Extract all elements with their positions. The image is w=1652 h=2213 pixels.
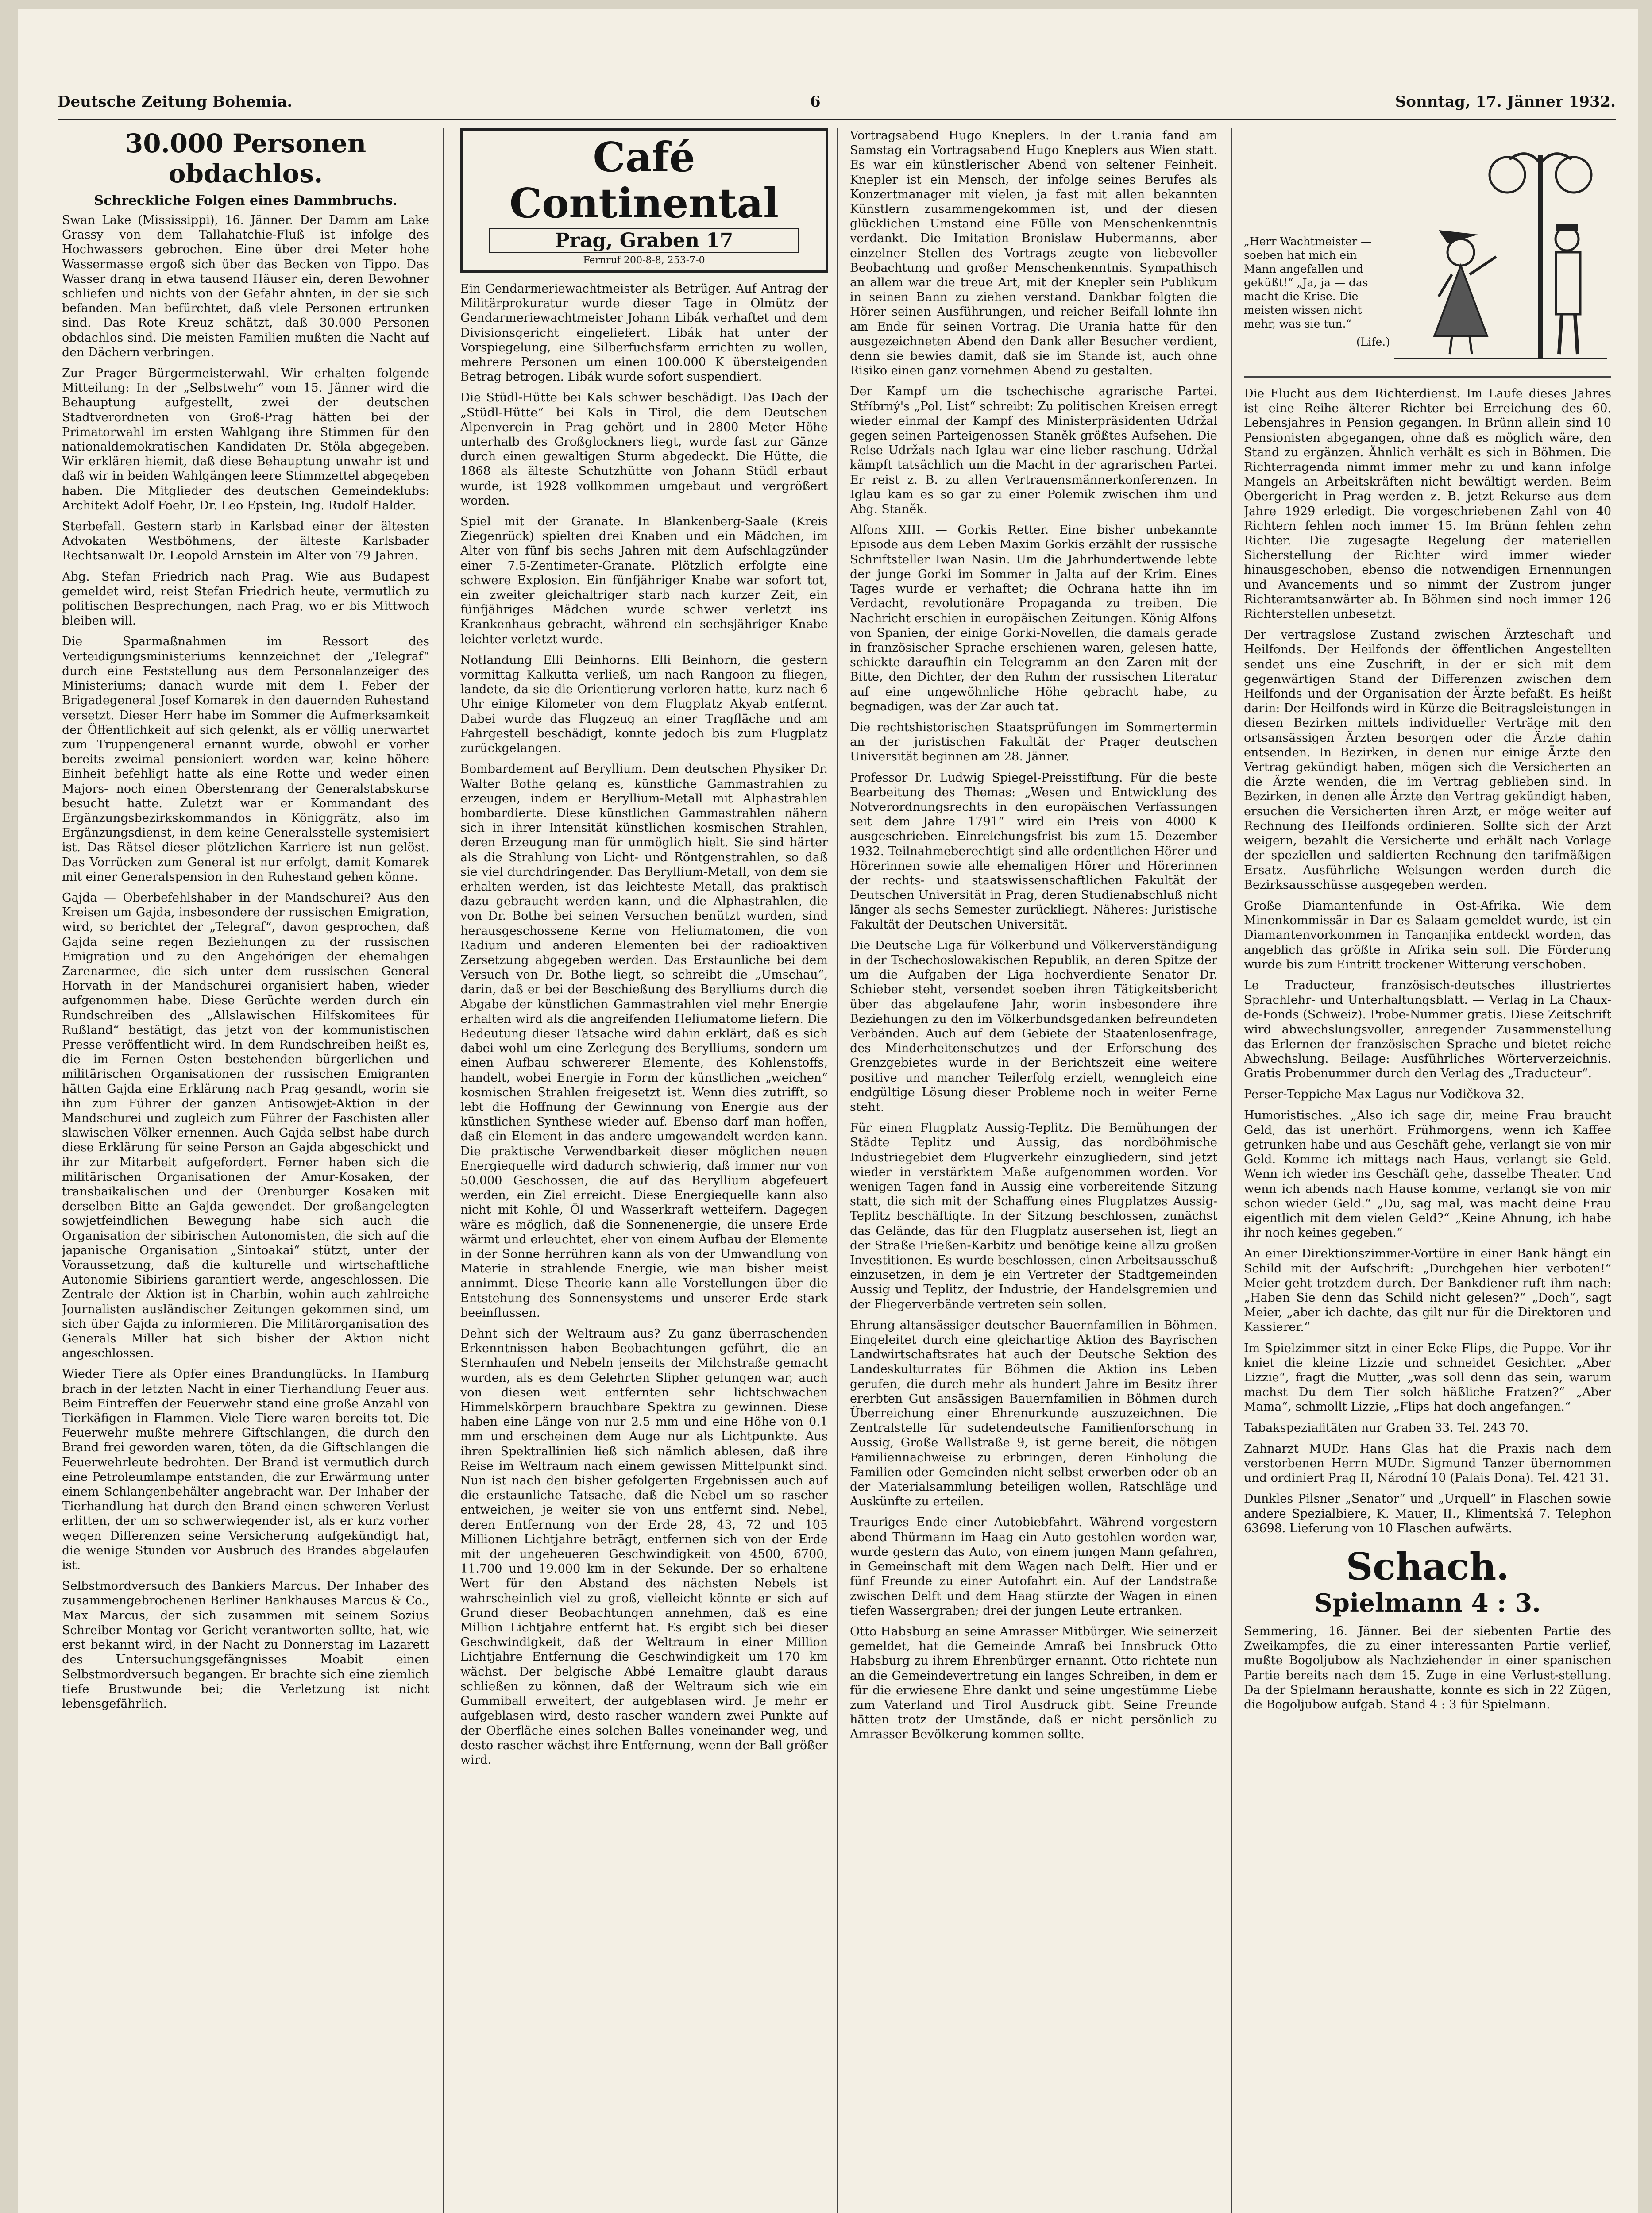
newspaper-name: Deutsche Zeitung Bohemia.	[58, 93, 293, 111]
advertisement: Perser-Teppiche Max Lagus nur Vodičkova 32.	[1244, 1087, 1525, 1102]
ad-title: Café Continental	[509, 133, 779, 227]
newspaper-page	[18, 9, 1638, 2213]
article: Die Flucht aus dem Richterdienst. Im Laufe dieses Jahres ist eine Reihe älterer Richter bei Erreichung des 60. Lebensjahres in Pension gegangen. In Brünn allein sind 10 Pensionisten abgegangen, ohne daß es möglich wäre, den Stand zu ergänzen. Ähnlich verhält es sich in Böhmen. Die Richterragenda nimmt immer mehr zu und kann infolge Mangels an Arbeitskräften nicht bewältigt werden. Beim Obergericht in Prag werden z. B. jetzt Rekurse aus dem Jahre 1929 erledigt. Die vorgeschriebenen Zahl von 40 Richtern fehlen noch immer 15. Im Brünn fehlen zehn Richter. Die zugesagte Regelung der materiellen Sicherstellung der Richter wird immer wieder hinausgeschoben, ebenso die notwendigen Ernennungen und Avancements und so nimmt der Zustrom junger Richteramtsanwärter ab. In Böhmen sind noch immer 126 Richterstellen unbesetzt.	[1244, 387, 1611, 621]
column-divider	[443, 128, 444, 2213]
article: Ein Gendarmeriewachtmeister als Betrüger. Auf Antrag der Militärprokuratur wurde dieser Tage in Olmütz der Gendarmeriewachtmeister Johann Libák verhaftet und dem Divisionsgericht eingeliefert. Libák hat unter der Vorspiegelung, eine Silberfuchsfarm errichten zu wollen, mehrere Personen um einen 100.000 K übersteigenden Betrag betrogen. Libák wurde sofort suspendiert.	[460, 282, 828, 384]
chess-report: Semmering, 16. Jänner. Bei der siebenten Partie des Zweikampfes, die zu einer interessanten Partie verlief, mußte Bogoljubow als Nachziehender in einer spanischen Partie bereits nach dem 15. Zuge in eine Verlust-stellung. Da der Spielmann heraushatte, konnte es sich in 22 Zügen, die Bogoljubow aufgab. Stand 4 : 3 für Spielmann.	[1244, 1624, 1611, 1712]
article: Abg. Stefan Friedrich nach Prag. Wie aus Budapest gemeldet wird, reist Stefan Friedrich heute, vermutlich zu politischen Besprechungen, nach Prag, wo er bis Mittwoch bleiben will.	[62, 570, 429, 628]
advertisement: Dunkles Pilsner „Senator“ und „Urquell“ in Flaschen sowie andere Spezialbiere, K. Mauer, II., Klimentská 7. Telephon 63698. Lieferung von 10 Flaschen aufwärts.	[1244, 1492, 1611, 1535]
article: Sterbefall. Gestern starb in Karlsbad einer der ältesten Advokaten Westböhmens, der älteste Karlsbader Rechtsanwalt Dr. Leopold Arnstein im Alter von 79 Jahren.	[62, 520, 429, 563]
column-1	[62, 128, 429, 2213]
article: Selbstmordversuch des Bankiers Marcus. Der Inhaber des zusammengebrochenen Berliner Bankhauses Marcus & Co., Max Marcus, der sich zusammen mit seinem Sozius Schreiber Montag vor Gericht verantworten sollte, hat, wie erst bekannt wird, in der Nacht zu Donnerstag im Lazarett des Untersuchungsgefängnisses Moabit einen Selbstmordversuch begangen. Er brachte sich eine ziemlich tiefe Brustwunde bei; die Verletzung ist nicht lebensgefährlich.	[62, 1579, 429, 1711]
article: Der Kampf um die tschechische agrarische Partei. Stříbrný's „Pol. List“ schreibt: Zu politischen Kreisen erregt wieder einmal der Kampf des Ministerpräsidenten Udržal gegen seinen Parteigenossen Staněk größtes Aufsehen. Die Reise Udržals nach Iglau war eine lieber raschung. Udržal kämpft tatsächlich um die Macht in der agrarischen Partei. Er reist z. B. zu allen Vertrauensmännerkonferenzen. In Iglau kam es so gar zu einer Polemik zwischen ihm und Abg. Staněk.	[850, 385, 1217, 517]
column-divider	[1231, 128, 1232, 2213]
article: Vortragsabend Hugo Kneplers. In der Urania fand am Samstag ein Vortragsabend Hugo Kneplers aus Wien statt. Es war ein künstlerischer Abend von seltener Feinheit. Knepler ist ein Mensch, der infolge seines Berufes als Konzertmanager mit vielen, ja fast mit allen bekannten Künstlern zusammengekommen ist, und der diesen glücklichen Umstand eine Fülle von Menschenkenntnis verdankt. Die Imitation Bronislaw Hubermanns, aber einzelner Stellen des Vortrags zeugte von liebevoller Beobachtung und großer Menschenkenntnis. Sympathisch an allem war die treue Art, mit der Knepler sein Publikum in seinen Bann zu ziehen verstand. Dankbar folgten die Hörer seinen Ausführungen, und reicher Beifall lohnte ihn am Ende für seinen Vortrag. Die Urania hatte für den ausgezeichneten Abend den Dank aller Besucher verdient, denn sie bewies damit, daß sie im Stande ist, auch ohne Risiko einen ganz vornehmen Abend zu gestalten.	[850, 129, 1217, 378]
article: Spiel mit der Granate. In Blankenberg-Saale (Kreis Ziegenrück) spielten drei Knaben und ein Mädchen, im Alter von fünf bis sechs Jahren mit dem Aufschlagzünder einer 7.5-Zentimeter-Granate. Plötzlich erfolgte eine schwere Explosion. Ein fünfjähriger Knabe war sofort tot, ein zweiter gleichaltriger starb nach kurzer Zeit, ein fünfjähriges Mädchen wurde schwer verletzt ins Krankenhaus gebracht, während ein sechsjähriger Knabe leichter verletzt wurde.	[460, 515, 828, 646]
article: Für einen Flugplatz Aussig-Teplitz. Die Bemühungen der Städte Teplitz und Aussig, das nordböhmische Industriegebiet dem Flugverkehr einzugliedern, sind jetzt wieder in verstärktem Maße aufgenommen worden. Vor wenigen Tagen fand in Aussig eine vorbereitende Sitzung statt, die sich mit der Schaffung eines Flugplatzes Aussig-Teplitz beschäftigte. In der Sitzung beschlossen, zunächst das Gelände, das für den Flugplatz ausersehen ist, liegt an der Straße Prießen-Karbitz und benötige keine allzu großen Investitionen. Es wurde beschlossen, einen Arbeitsausschuß einzusetzen, in dem je ein Vertreter der Stadtgemeinden Aussig und Teplitz, der Industrie, der Handelsgremien und der Fliegerverbände vertreten sein sollen.	[850, 1121, 1217, 1311]
issue-date: Sonntag, 17. Jänner 1932.	[1395, 93, 1616, 111]
article: Trauriges Ende einer Autobiebfahrt. Während vorgestern abend Thürmann im Haag ein Auto gestohlen worden war, wurde gestern das Auto, von einem jungen Mann gefahren, in Gemeinschaft mit dem Wagen nach Delft. Hier und er fünf Freunde zu einer Autofahrt ein. Auf der Landstraße zwischen Delft und dem Haag stürzte der Wagen in einen tiefen Wassergraben; drei der jungen Leute ertranken.	[850, 1515, 1217, 1618]
cartoon-credit: (Life.)	[1356, 335, 1390, 348]
article: Professor Dr. Ludwig Spiegel-Preisstiftung. Für die beste Bearbeitung des Themas: „Wesen und Entwicklung des Notverordnungsrechts in den europäischen Verfassungen seit dem Jahre 1791“ wird ein Preis von 4000 K ausgeschrieben. Einreichungsfrist bis zum 15. Dezember 1932. Teilnahmeberechtigt sind alle ordentlichen Hörer und Hörerinnen sowie alle ehemaligen Hörer und Hörerinnen der rechts- und staatswissenschaftlichen Fakultät der Deutschen Universität in Prag, deren Studienabschluß nicht länger als sechs Semester zurückliegt. Näheres: Juristische Fakultät der Deutschen Universität.	[850, 771, 1217, 932]
page-header	[58, 93, 1616, 118]
article: Notlandung Elli Beinhorns. Elli Beinhorn, die gestern vormittag Kalkutta verließ, um nach Rangoon zu fliegen, landete, da sie die Orientierung verloren hatte, kurz nach 6 Uhr einige Kilometer von dem Flugplatz Akyab entfernt. Dabei wurde das Flugzeug an einer Tragfläche und am Fahrgestell beschädigt, konnte jedoch bis zum Flugplatz zurückgelangen.	[460, 653, 828, 756]
cartoon-dialogue: „Herr Wachtmeister — soeben hat mich ein Mann angefallen und geküßt!“ „Ja, ja — das macht die Krise. Die meisten wissen nicht mehr, was sie tun.“	[1244, 235, 1372, 330]
chess-score: Spielmann 4 : 3.	[1314, 1588, 1541, 1618]
humor-article: An einer Direktionszimmer-Vortüre in einer Bank hängt ein Schild mit der Aufschrift: „Durchgehen hier verboten!“ Meier geht trotzdem durch. Der Bankdiener ruft ihm nach: „Haben Sie denn das Schild nicht gelesen?“ „Doch“, sagt Meier, „aber ich dachte, das gilt nur für die Direktoren und Kassierer.“	[1244, 1247, 1611, 1334]
advertisement: Zahnarzt MUDr. Hans Glas hat die Praxis nach dem verstorbenen Herrn MUDr. Sigmund Tanzer übernommen und ordiniert Prag II, Národní 10 (Palais Dona). Tel. 421 31.	[1244, 1442, 1611, 1485]
humor-article: Im Spielzimmer sitzt in einer Ecke Flips, die Puppe. Vor ihr kniet die kleine Lizzie und schneidet Gesichter. „Aber Lizzie“, fragt die Mutter, „was soll denn das sein, warum machst Du dem Tier solch häßliche Fratzen?“ „Aber Mama“, schmollt Lizzie, „Flips hat doch angefangen.“	[1244, 1341, 1611, 1414]
ad-phone: Fernruf 200-8-8, 253-7-0	[583, 255, 705, 266]
article: Die Deutsche Liga für Völkerbund und Völkerverständigung in der Tschechoslowakischen Republik, an deren Spitze der um die Aufgaben der Liga hochverdiente Senator Dr. Schieber steht, versendet soeben ihren Tätigkeitsbericht über das abgelaufene Jahr, worin insbesondere ihre Beziehungen zu den im Völkerbundsgedanken befreundeten Verbänden. Auch auf dem Gebiete der Staatenlosenfrage, des Minderheitenschutzes und der Erforschung des Grenzgebietes wurde in der Berichtszeit eine weitere positive und mancher Teilerfolg erzielt, wenngleich eine endgültige Lösung dieser Probleme noch in weiter Ferne steht.	[850, 938, 1217, 1114]
cartoon-illustration	[1394, 128, 1607, 367]
article: Große Diamantenfunde in Ost-Afrika. Wie dem Minenkommissär in Dar es Salaam gemeldet wurde, ist ein Diamantenvorkommen in Tanganjika entdeckt worden, das angeblich das größte in Afrika sein soll. Die Förderung wurde bis zum Eintritt trockener Witterung verschoben.	[1244, 898, 1611, 972]
cafe-advertisement	[460, 128, 828, 273]
article: Alfons XIII. — Gorkis Retter. Eine bisher unbekannte Episode aus dem Leben Maxim Gorkis erzählt der russische Schriftsteller Iwan Nasin. Um die Jahrhundertwende lebte der junge Gorki im Sommer in Jalta auf der Krim. Eines Tages wurde er verhaftet; die Ochrana hatte ihn im Verdacht, revolutionäre Propaganda zu treiben. Die Nachricht erschien in europäischen Zeitungen. König Alfons von Spanien, der einige Gorki-Novellen, die damals gerade in französischer Sprache erschienen waren, gelesen hatte, schickte daraufhin ein Telegramm an den Zaren mit der Bitte, den Dichter, der den Ruhm der russischen Literatur auf eine ungewöhnliche Höhe gebracht habe, zu begnadigen, was der Zar auch tat.	[850, 523, 1217, 713]
subheadline: Schreckliche Folgen eines Dammbruchs.	[94, 193, 398, 208]
article: Bombardement auf Beryllium. Dem deutschen Physiker Dr. Walter Bothe gelang es, künstliche Gammastrahlen zu erzeugen, indem er Beryllium-Metall mit Alphastrahlen bombardierte. Diese künstlichen Gammastrahlen nähern sich in ihrer Intensität künstlichen kosmischen Strahlen, deren Erzeugung man für unmöglich hielt. Sie sind härter als die Strahlung von Licht- und Röntgenstrahlen, so daß sie viel durchdringender. Das Beryllium-Metall, von dem sie erhalten werden, ist das leichteste Metall, das praktisch dazu gebraucht werden kann, und die Alphastrahlen, die von Dr. Bothe bei seinen Versuchen benützt wurden, sind herausgeschossene Kerne von Heliumatomen, die von Radium und anderen Elementen bei der radioaktiven Zersetzung abgegeben werden. Das Erstaunliche bei dem Versuch von Dr. Bothe liegt, so schreibt die „Umschau“, darin, daß er bei der Beschießung des Berylliums durch die Abgabe der künstlichen Gammastrahlen viel mehr Energie erhalten wird als die angreifenden Heliumatome liefern. Die Bedeutung dieser Tatsache wird dahin erklärt, daß es sich dabei wohl um eine Zerlegung des Berylliums, sondern um einen Aufbau schwererer Elemente, des Kohlenstoffs, handelt, wobei Energie in Form der künstlichen „weichen“ kosmischen Strahlen freigesetzt ist. Wenn dies zutrifft, so lebt die Hoffnung der Gewinnung von Energie aus der künstlichen Synthese wieder auf. Ebenso darf man hoffen, daß ein Element in das andere umgewandelt werden kann. Die praktische Verwendbarkeit dieser möglichen neuen Energiequelle wird dadurch schwierig, daß immer nur von 50.000 Geschossen, die auf das Beryllium abgefeuert werden, ein Ziel erreicht. Diese Energiequelle kann also nicht mit Kohle, Öl und Wasserkraft wetteifern. Dagegen wäre es möglich, daß die Sonnenenergie, die unsere Erde wärmt und erleuchtet, eher von einem Aufbau der Elemente in der Sonne herrühren kann als von der Umwandlung von Materie in strahlende Energie, wie man bisher meist annimmt. Diese Theorie kann alle Vorstellungen über die Entstehung des Sonnensystems und unserer Erde stark beeinflussen.	[460, 762, 828, 1320]
article: Gajda — Oberbefehlshaber in der Mandschurei? Aus den Kreisen um Gajda, insbesondere der russischen Emigration, wird, so berichtet der „Telegraf“, davon gesprochen, daß Gajda seine regen Beziehungen zu der russischen Emigration und zu den Angehörigen der ehemaligen Zarenarmee, die sich unter dem russischen General Horvath in der Mandschurei organisiert haben, wieder aufgenommen habe. Diese Gerüchte werden durch ein Rundschreiben des „Allslawischen Hilfskomitees für Rußland“ bestätigt, das jetzt von der kommunistischen Presse veröffentlicht wird. In dem Rundschreiben heißt es, die im Fernen Osten bestehenden bürgerlichen und militärischen Organisationen der russischen Emigranten hätten Gajda eine Erklärung nach Prag gesandt, worin sie ihn zum Führer der ganzen Antisowjet-Aktion in der Mandschurei und zugleich zum Führer der Faschisten aller slawischen Völker ernennen. Auch Gajda selbst habe durch diese Erklärung für seine Person an Gajda abgeschickt und ihr zur Mitarbeit aufgefordert. Ferner haben sich die militärischen Organisationen der Amur-Kosaken, der transbaikalischen und der Orenburger Kosaken mit derselben Bitte an Gajda gewendet. Der großangelegten sowjetfeindlichen Bewegung habe sich auch die Organisation der sibirischen Autonomisten, die sich auf die japanische Organisation „Sintoakai“ stützt, unter der Voraussetzung, daß die kulturelle und wirtschaftliche Autonomie Sibiriens garantiert werde, angeschlossen. Die Zentrale der Aktion ist in Charbin, wohin auch zahlreiche Journalisten ausländischer Zeitungen gekommen sind, um sich über Gajda zu informieren. Die Militärorganisation des Generals Miller hat sich bisher der Aktion nicht angeschlossen.	[62, 891, 429, 1361]
headline: 30.000 Personen obdachlos.	[125, 128, 367, 189]
cartoon-caption	[1244, 128, 1390, 376]
column-2	[460, 128, 828, 2213]
article: Otto Habsburg an seine Amrasser Mitbürger. Wie seinerzeit gemeldet, hat die Gemeinde Amraß bei Innsbruck Otto Habsburg zu ihrem Ehrenbürger ernannt. Otto richtete nun an die Gemeindevertretung ein langes Schreiben, in dem er für die erwiesene Ehre dankt und seine ungestümme Liebe zum Vaterland und Tirol Ausdruck gibt. Seine Freunde hätten trotz der Umstände, daß er nicht persönlich zu Amrasser Bevölkerung kommen sollte.	[850, 1624, 1217, 1742]
column-divider	[837, 128, 838, 2213]
column-4	[1244, 128, 1611, 2213]
page-number: 6	[810, 93, 821, 111]
article: Ehrung altansässiger deutscher Bauernfamilien in Böhmen. Eingeleitet durch eine gleichartige Aktion des Bayrischen Landwirtschaftsrates hat auch der Deutsche Sektion des Landeskulturrates für Böhmen die Aktion ins Leben gerufen, die durch mehr als hundert Jahre im Besitz ihrer ererbten Gut ansässigen Bauernfamilien in Böhmen durch Überreichung einer Ehrenurkunde auszuzeichnen. Die Zentralstelle für sudetendeutsche Familienforschung in Aussig, Große Wallstraße 9, ist gerne bereit, die nötigen Familiennachweise zu erbringen, deren Einholung die Familien oder Gemeinden nicht selbst erwerben oder ob an der Materialsammlung beteiligen wollen, Ratschläge und Auskünfte zu erteilen.	[850, 1318, 1217, 1509]
article: Dehnt sich der Weltraum aus? Zu ganz überraschenden Erkenntnissen haben Beobachtungen geführt, die an Sternhaufen und Nebeln jenseits der Milchstraße gemacht wurden, als es dem Gelehrten Slipher gelungen war, auch von diesen weit entfernten sehr lichtschwachen Himmelskörpern brauchbare Spektra zu gewinnen. Diese haben eine Länge von nur 2.5 mm und eine Höhe von 0.1 mm und erscheinen dem Auge nur als Lichtpunkte. Aus ihren Spektrallinien ließ sich nämlich ablesen, daß ihre Reise im Weltraum nach einem gewissen Mittelpunkt sind. Nun ist nach den bisher gefolgerten Ergebnissen auch auf die erstaunliche Tatsache, daß die Nebel um so rascher entweichen, je weiter sie von uns entfernt sind. Nebel, deren Entfernung von der Erde 28, 43, 72 und 105 Millionen Lichtjahre beträgt, entfernen sich von der Erde mit der ungeheueren Geschwindigkeit von 4500, 6700, 11.700 und 19.000 km in der Sekunde. Der so erhaltene Wert für den Abstand des nächsten Nebels ist wahrscheinlich viel zu groß, vielleicht könnte er sich auf Grund dieser Beobachtungen annehmen, daß es eine Million Lichtjahre entfernt hat. Es ergibt sich bei dieser Geschwindigkeit, daß der Weltraum in einer Million Lichtjahre Entfernung die Geschwindigkeit um 170 km wächst. Der belgische Abbé Lemaître glaubt daraus schließen zu können, daß der Weltraum sich wie ein Gummiball erweitert, der aufgeblasen wird. Je mehr er aufgeblasen wird, desto rascher wandern zwei Punkte auf der Oberfläche eines solchen Balles voneinander weg, und desto rascher wächst ihre Entfernung, wenn der Ball größer wird.	[460, 1327, 828, 1767]
column-3	[850, 128, 1217, 2213]
header-rule	[58, 119, 1616, 120]
article: Die Sparmaßnahmen im Ressort des Verteidigungsministeriums kennzeichnet der „Telegraf“ durch eine Feststellung aus dem Personalanzeiger des Ministeriums; danach wurde mit dem 1. Feber der Brigadegeneral Josef Komarek in den dauernden Ruhestand versetzt. Dieser Herr habe im Sommer die Aufmerksamkeit der Öffentlichkeit auf sich gelenkt, als er völlig unerwartet zum Truppengeneral ernannt wurde, obwohl er vorher bereits zweimal pensioniert worden war, keine höhere Einheit befehligt hatte als eine Rotte und weder einen Majors- noch einen Oberstenrang der Generalstabskurse besucht hatte. Zuletzt war er Kommandant des Ergänzungsbezirkskommandos in Königgrätz, also im Ergänzungsdienst, in dem keine Generalsstelle systemisiert ist. Das Rätsel dieser plötzlichen Karriere ist nun gelöst. Das Vorrücken zum General ist nur erfolgt, damit Komarek mit einer Generalspension in den Ruhestand gehen könne.	[62, 635, 429, 884]
humor-article: Humoristisches. „Also ich sage dir, meine Frau braucht Geld, das ist unerhört. Frühmorgens, wenn ich Kaffee getrunken habe und aus Geschäft gehe, verlangt sie von mir Geld. Komme ich mittags nach Haus, verlangt sie Geld. Wenn ich wieder ins Geschäft gehe, dasselbe Theater. Und wenn ich abends nach Hause komme, verlangt sie von mir schon wieder Geld.“ „Du, sag mal, was macht deine Frau eigentlich mit dem vielen Geld?“ „Keine Ahnung, ich habe ihr noch keines gegeben.“	[1244, 1108, 1611, 1240]
article: Der vertragslose Zustand zwischen Ärzteschaft und Heilfonds. Der Heilfonds der öffentlichen Angestellten sendet uns eine Zuschrift, in der er sich mit dem gegenwärtigen Stand der Differenzen zwischen dem Heilfonds und der Organisation der Ärzte befaßt. Es heißt darin: Der Heilfonds wird in Kürze die Beitragsleistungen in diesen Bezirken mittels individueller Verträge mit den ortsansässigen Ärzten besorgen oder die Ärzte dahin entsenden. In Bezirken, in denen nur einige Ärzte den Vertrag gekündigt haben, mögen sich die Versicherten an die Ärzte wenden, die im Vertrag geblieben sind. In Bezirken, in denen alle Ärzte den Vertrag gekündigt haben, ersuchen die Versicherten ihren Arzt, er möge weiter auf Rechnung des Heilfonds ordinieren. Sollte sich der Arzt weigern, bezahlt die Versicherte und erhält nach Vorlage der speziellen und saldierten Rechnung den tarifmäßigen Ersatz. Ausführliche Weisungen werden durch die Bezirksausschüsse ausgegeben werden.	[1244, 628, 1611, 892]
article: Die rechtshistorischen Staatsprüfungen im Sommertermin an der juristischen Fakultät der Prager deutschen Universität beginnen am 28. Jänner.	[850, 720, 1217, 764]
article: Wieder Tiere als Opfer eines Brandunglücks. In Hamburg brach in der letzten Nacht in einer Tierhandlung Feuer aus. Beim Eintreffen der Feuerwehr stand eine große Anzahl von Tierkäfigen in Flammen. Viele Tiere waren bereits tot. Die Feuerwehr mußte mehrere Giftschlangen, die durch den Brand frei geworden waren, töten, da die Giftschlangen die Feuerwehrleute bedrohten. Der Brand ist vermutlich durch eine Petroleumlampe entstanden, die zur Erwärmung unter einem Schlangenbehälter angebracht war. Der Inhaber der Tierhandlung hat durch den Brand einen schweren Verlust erlitten, der um so schwerwiegender ist, als er kurz vorher wegen Differenzen seine Versicherung aufgekündigt hat, die wenige Stunden vor Ausbruch des Brandes abgelaufen ist.	[62, 1367, 429, 1573]
article: Die Stüdl-Hütte bei Kals schwer beschädigt. Das Dach der „Stüdl-Hütte“ bei Kals in Tirol, die dem Deutschen Alpenverein in Prag gehört und in 2800 Meter Höhe unterhalb des Großglockners liegt, wurde fast zur Gänze durch einen gewaltigen Sturm abgedeckt. Die Hütte, die 1868 als älteste Schutzhütte von Johann Stüdl erbaut wurde, ist 1928 vollkommen umgebaut und vergrößert worden.	[460, 391, 828, 508]
article: Zur Prager Bürgermeisterwahl. Wir erhalten folgende Mitteilung: In der „Selbstwehr“ vom 15. Jänner wird die Behauptung aufgestellt, zwei der deutschen Stadtverordneten von Groß-Prag hätten bei der Primatorwahl im ersten Wahlgang ihre Stimmen für den nationaldemokratischen Kandidaten Dr. Stöla abgegeben. Wir erklären hiemit, daß diese Behauptung unwahr ist und daß wir in beiden Wahlgängen leere Stimmzettel abgegeben haben. Die Mitglieder des deutschen Gemeindeklubs: Architekt Adolf Foehr, Dr. Leo Epstein, Ing. Rudolf Halder.	[62, 366, 429, 513]
cartoon	[1244, 128, 1611, 378]
chess-heading: Schach.	[1346, 1545, 1509, 1589]
advertisement: Le Traducteur, französisch-deutsches illustriertes Sprachlehr- und Unterhaltungsblatt. — Verlag in La Chaux-de-Fonds (Schweiz). Probe-Nummer gratis. Diese Zeitschrift wird abwechslungsvoller, anregender Zusammenstellung das Erlernen der französischen Sprache und bietet reiche Abwechslung. Beilage: Ausführliches Wörterverzeichnis. Gratis Probenummer durch den Verlag des „Traducteur“.	[1244, 978, 1611, 1081]
article: Swan Lake (Mississippi), 16. Jänner. Der Damm am Lake Grassy von dem Tallahatchie-Fluß ist infolge des Hochwassers gebrochen. Eine über drei Meter hohe Wassermasse ergoß sich über das Becken von Tippo. Das Wasser drang in etwa tausend Häuser ein, deren Bewohner schliefen und nichts von der Gefahr ahnten, in der sie sich befanden. Man befürchtet, daß viele Personen ertrunken sind. Das Rote Kreuz schätzt, daß 30.000 Personen obdachlos sind. Die meisten Familien mußten die Nacht auf den Dächern verbringen.	[62, 213, 429, 359]
ad-address: Prag, Graben 17	[489, 228, 799, 253]
advertisement: Tabakspezialitäten nur Graben 33. Tel. 243 70.	[1244, 1421, 1529, 1435]
